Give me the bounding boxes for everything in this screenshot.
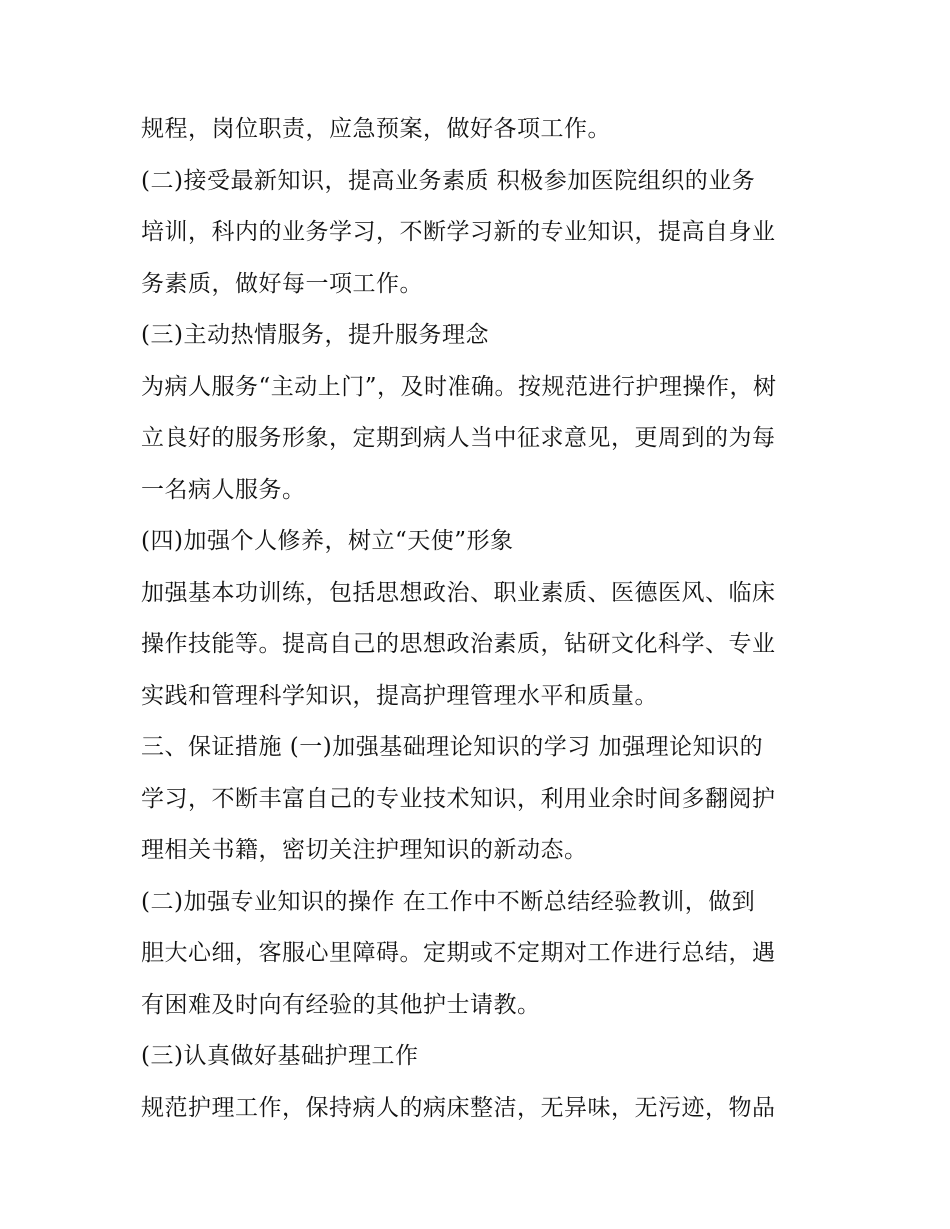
text-line-16: (二)加强专业知识的操作 在工作中不断总结经验教训，做到 [141,888,756,915]
text-line-2: (二)接受最新知识，提高业务素质 积极参加医院组织的业务 [141,167,756,194]
text-line-1: 规程，岗位职责，应急预案，做好各项工作。 [141,116,611,142]
text-line-6: 为病人服务“主动上门”，及时准确。按规范进行护理操作，树 [141,373,777,400]
text-line-7: 立良好的服务形象，定期到病人当中征求意见，更周到的为每 [141,425,776,451]
text-line-10: 加强基本功训练，包括思想政治、职业素质、医德医风、临床 [141,579,776,606]
text-line-11: 操作技能等。提高自己的思想政治素质，钻研文化科学、专业 [141,631,776,657]
text-line-3: 培训，科内的业务学习，不断学习新的专业知识，提高自身业 [141,219,776,245]
text-line-12: 实践和管理科学知识，提高护理管理水平和质量。 [141,682,658,709]
text-line-17: 胆大心细，客服心里障碍。定期或不定期对工作进行总结，遇 [141,940,776,966]
text-line-4: 务素质，做好每一项工作。 [141,270,423,297]
text-line-8: 一名病人服务。 [141,476,306,503]
subsection-heading-3: (三)认真做好基础护理工作 [141,1043,419,1069]
text-line-15: 理相关书籍，密切关注护理知识的新动态。 [141,837,588,863]
section-heading-4: (四)加强个人修养，树立“天使”形象 [141,528,514,554]
section-heading-3: (三)主动热情服务，提升服务理念 [141,322,489,348]
text-line-20: 规范护理工作，保持病人的病床整洁，无异味，无污迹，物品 [141,1094,776,1121]
text-line-18: 有困难及时向有经验的其他护士请教。 [141,991,541,1018]
document-body [141,104,813,1134]
text-line-13: 三、保证措施 (一)加强基础理论知识的学习 加强理论知识的 [141,734,764,760]
text-line-14: 学习，不断丰富自己的专业技术知识，利用业余时间多翻阅护 [141,785,776,812]
